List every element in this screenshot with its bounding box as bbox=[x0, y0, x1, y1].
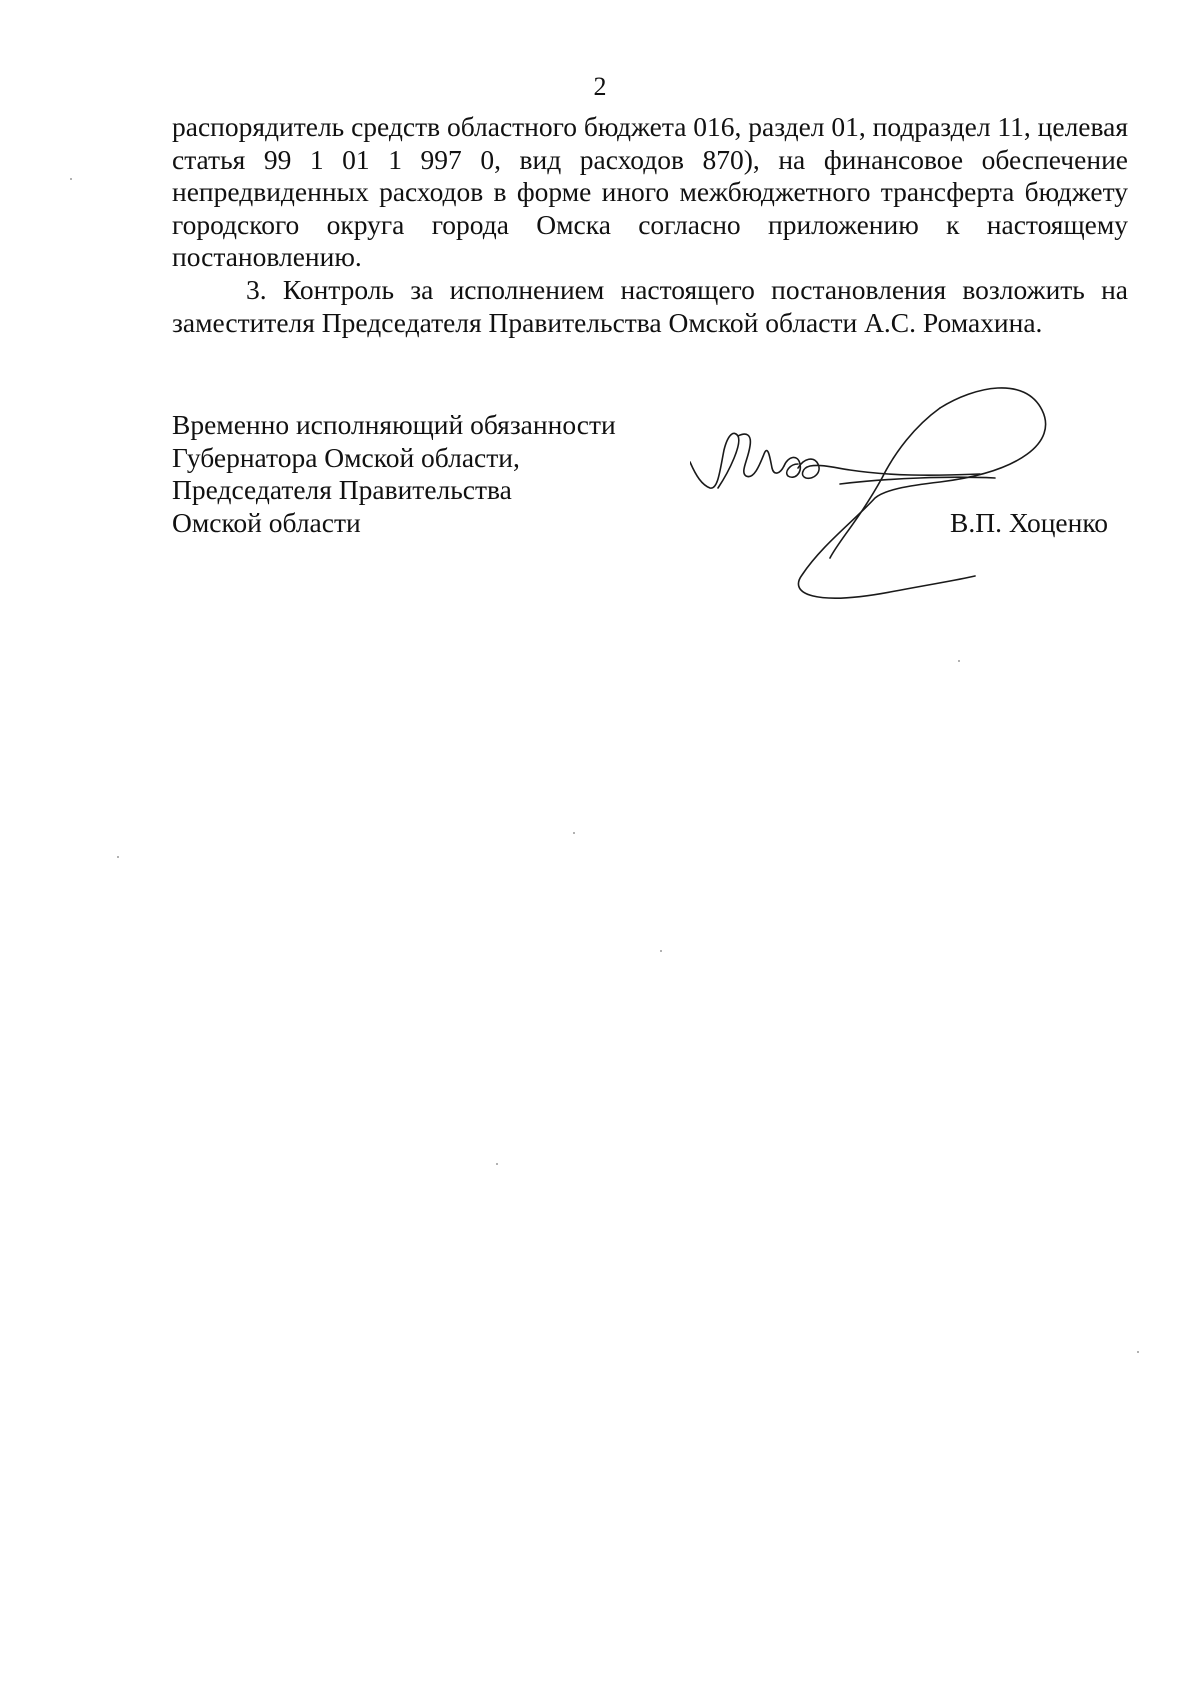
scan-speck bbox=[958, 660, 960, 662]
scan-speck bbox=[496, 1163, 498, 1165]
scan-speck bbox=[117, 856, 119, 858]
signer-name: В.П. Хоценко bbox=[950, 507, 1109, 538]
paragraph-control-clause: 3. Контроль за исполнением настоящего постановления возложить на заместителя Председателя Правительства Омской области А.С. Ромахина. bbox=[172, 273, 1128, 338]
signatory-title bbox=[172, 409, 692, 539]
paragraph-continuation: распорядитель средств областного бюджета 016, раздел 01, подраздел 11, целевая статья 99 1 01 1 997 0, вид расходов 870), на финансовое обеспечение непредвиденных расходов в форме иного межбюджетного трансферта бюджету городского округа города Омска согласно приложению к настоящему постановлению. bbox=[172, 111, 1128, 273]
handwritten-signature bbox=[690, 380, 1090, 600]
signatory-title-line: Омской области bbox=[172, 506, 361, 538]
scan-speck bbox=[1137, 1351, 1139, 1353]
scan-speck bbox=[573, 832, 575, 834]
page-number: 2 bbox=[593, 72, 607, 101]
scan-speck bbox=[70, 178, 72, 180]
signatory-title-line: Временно исполняющий обязанности bbox=[172, 409, 616, 440]
scan-speck bbox=[660, 950, 662, 952]
document-body bbox=[172, 111, 1128, 339]
signatory-title-line: Председателя Правительства bbox=[172, 474, 512, 506]
signatory-title-line: Губернатора Омской области, bbox=[172, 441, 520, 473]
